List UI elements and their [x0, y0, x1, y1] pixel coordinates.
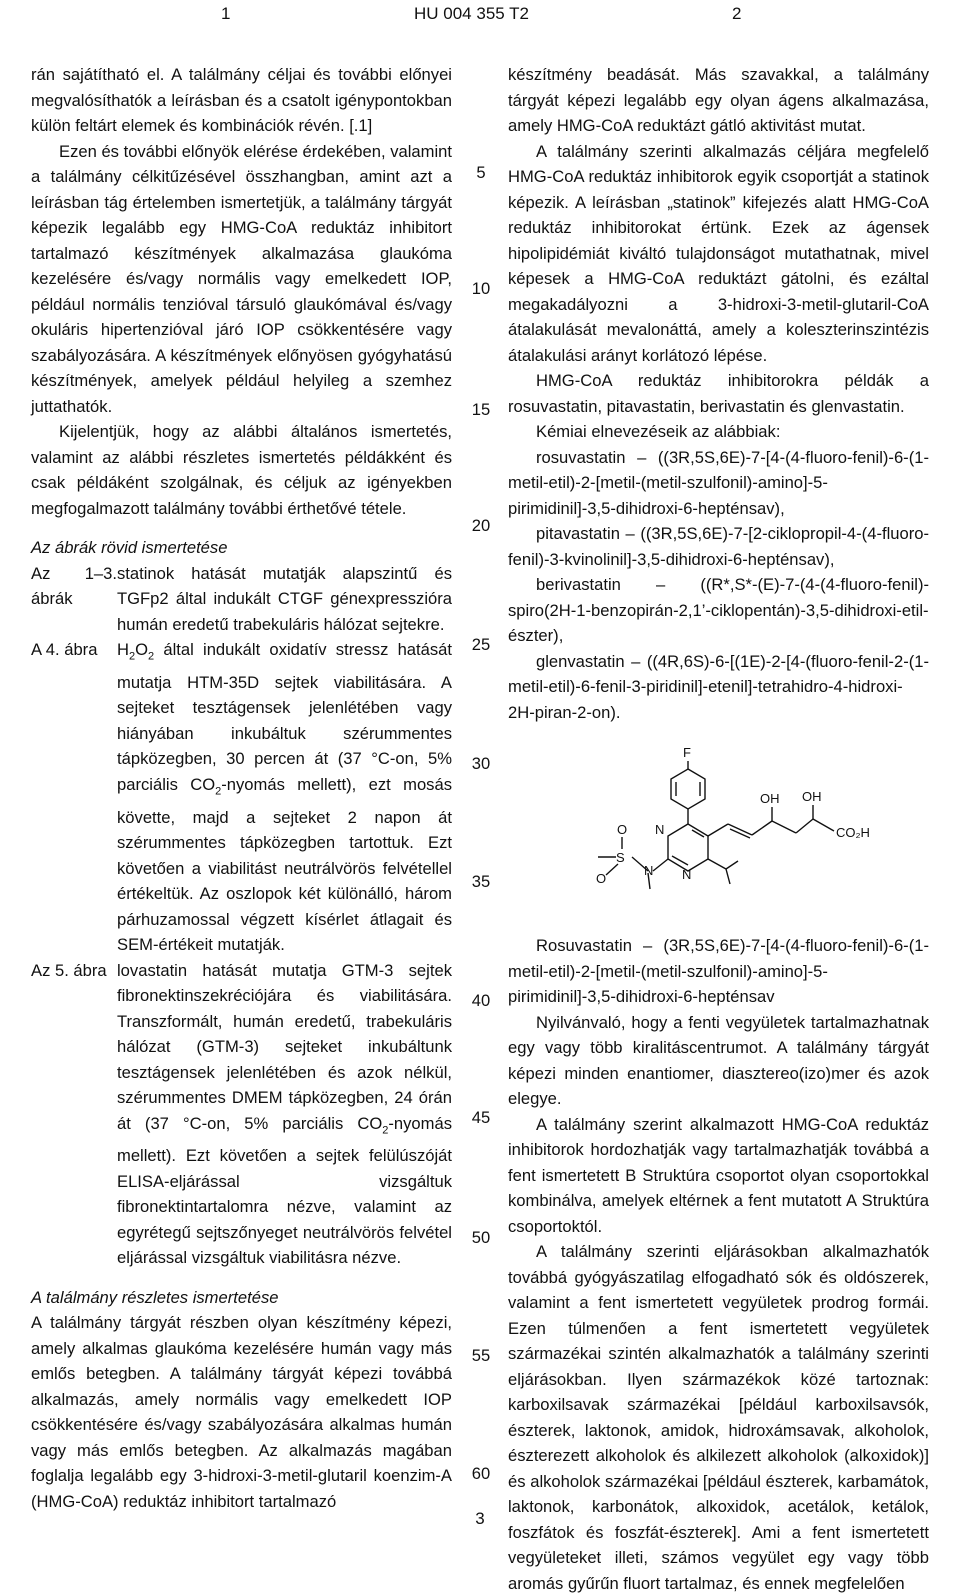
line-number: 55: [471, 1346, 491, 1365]
rosuvastatin-name: rosuvastatin – ((3R,5S,6E)-7-[4-(4-fluoro-fenil)-6-(1-metil-etil)-2-[metil-(metil-szulfonil)-amino]-5-pirimidinil]-3,5-dihidroxi-6-hepténsav),: [508, 447, 929, 518]
line-number: 15: [471, 400, 491, 419]
carboxyl-label: CO₂H: [836, 825, 870, 840]
figure-description-5: [31, 958, 452, 1271]
rosuvastatin-caption: Rosuvastatin – (3R,5S,6E)-7-[4-(4-fluoro-fenil)-6-(1-metil-etil)-2-[metil-(metil-szulfonil)-amino]-5-pirimidinil]-3,5-dihidroxi-6-hepténsav: [508, 936, 929, 1006]
figure-label: Az 5. ábra: [31, 960, 107, 980]
left-paragraph-1: rán sajátítható el. A találmány céljai és további előnyei megvalósíthatók a leírásban és a csatolt igénypontokban külön feltárt elemek és kombinációk révén. [.1]: [31, 65, 452, 135]
berivastatin-name: berivastatin – ((R*,S*-(E)-7-(4-(4-fluoro-fenil)-spiro(2H-1-benzopirán-2,1’-ciklopentán)-3,5-dihidroxi-etil-észter),: [508, 575, 929, 645]
figure-text: lovastatin hatását mutatja GTM-3 sejtek fibronektinszekréciójára és viabilitására. Transzformált, humán eredetű, trabekuláris hálózat (GTM-3) sejteket inkubáltunk tesztágensek jelenlétében és azok nélkül, szérummentes DMEM tápközegben, 24 órán át (37 °C-on, 5% parciális $CO_2$-nyomás mellett). Ezt követően a sejtek felülúszóját ELISA-eljárással vizsgáltuk fibronektintartalomra nézve, valamint az egyrétegű sejtszőnyeget neutrálvörös felvétel eljárással vizsgáltuk viabilitásra nézve.: [117, 960, 452, 1268]
line-number: 30: [471, 754, 491, 773]
glenvastatin-name: glenvastatin – ((4R,6S)-6-[(1E)-2-[4-(fluoro-fenil-2-(1-metil-etil)-6-fenil-3-piridinil]-etenil]-tetrahidro-4-hidroxi-2H-piran-2-on).: [508, 651, 929, 722]
left-column: [31, 62, 452, 1514]
right-column: [508, 62, 929, 1596]
right-paragraph-chirality: Nyilvánvaló, hogy a fenti vegyületek tartalmazhatnak egy vagy több kiralitáscentrumot. A találmány tárgyát képezi minden enantiomer, diasztereo(izo)mer és azok elegye.: [508, 1012, 929, 1108]
left-paragraph-3: Kijelentjük, hogy az alábbi általános ismertetés, valamint az alábbi részletes ismertetés példákként és csak példáként szolgálnak, és céljuk az igényekben megfogalmazott találmány további érthetővé tétele.: [31, 422, 452, 518]
header-right-column-number: 2: [732, 4, 742, 23]
left-paragraph-2: Ezen és további előnyök elérése érdekében, valamint a találmány célkitűzésével összhangban, amint azt a leírásban tág értelemben ismertetjük, a találmány tárgyát képezik legalább egy HMG-CoA reduktáz inhibitort tartalmazó készítmények alkalmazása glaukóma kezelésére és/vagy normális vagy emelkedett IOP, például normális tenzióval társuló glaukómával és/vagy okuláris hipertenzióval járó IOP csökkentésére vagy szabályozására. A készítmények előnyösen gyógyhatású készítmények, amelyek például helyileg a szemhez juttathatók.: [31, 141, 452, 416]
header-patent-number: HU 004 355 T2: [414, 4, 529, 23]
oxygen-label: O: [617, 822, 628, 837]
line-number: 45: [471, 1108, 491, 1127]
line-number: 50: [471, 1228, 491, 1247]
right-paragraph-2: A találmány szerinti alkalmazás céljára megfelelő HMG-CoA reduktáz inhibitorok egyik csoportját a statinok képezik. A leírásban „statinok” kifejezés alatt HMG-CoA reduktáz inhibitorokat értünk. Ezek az ágensek hipolipidémiát kiváltó tulajdonságot mutathatnak, mivel képesek a HMG-CoA reduktázt gátolni, és ezáltal megakadályozni a 3-hidroxi-3-metil-glutaril-CoA átalakulását mevalonáttá, amely a koleszterinszintézis átalakulási arányt korlátozó lépése.: [508, 141, 929, 365]
line-number: 25: [471, 635, 491, 654]
nitrogen-label: N: [655, 822, 665, 837]
hydroxyl-label: OH: [802, 789, 822, 804]
figure-label: A 4. ábra: [31, 640, 98, 659]
right-paragraph-3: HMG-CoA reduktáz inhibitorokra példák a rosuvastatin, pitavastatin, berivastatin és glenvastatin.: [508, 371, 929, 416]
right-paragraph-4: Kémiai elnevezéseik az alábbiak:: [536, 422, 781, 441]
nitrogen-label: N: [644, 863, 654, 878]
figure-text: $H_2O_2$ által indukált oxidatív stressz hatását mutatja HTM-35D sejtek viabilitására. A sejteket tesztágensek jelenlétében vagy hiányában inkubáltuk szérummentes tápközegben, 30 percen át (37 °C-on, 5% parciális $CO_2$-nyomás mellett), ezt mosás követte, majd a sejteket 2 napon át szérummentes tápközegben tartottuk. Ezt követően a viabilitást neutrálvörös felvétellel értékeltük. Az oszlopok két különálló, három párhuzamossal végzett kísérlet átlagait és SEM-értékeit mutatják.: [117, 640, 452, 955]
oxygen-label: O: [596, 871, 607, 886]
left-paragraph-4: A találmány tárgyát részben olyan készítmény képezi, amely alkalmas glaukóma kezelésére humán vagy más emlős betegben. A találmány tárgyát képezi továbbá alkalmazás, amely normális vagy emelkedett IOP csökkentésére és/vagy szabályozására alkalmas humán vagy más emlős betegben. Az alkalmazás magában foglalja legalább egy 3-hidroxi-3-metil-glutaril koenzim-A (HMG-CoA) reduktáz inhibitort tartalmazó: [31, 1313, 452, 1511]
figure-text: statinok hatását mutatják alapszintű és TGFp2 által indukált CTGF génexpresszióra humán eredetű trabekuláris hálózat sejtekre.: [117, 563, 452, 634]
line-number: 5: [476, 163, 486, 182]
nitrogen-label: N: [682, 867, 692, 882]
rosuvastatin-structure: [508, 739, 929, 909]
line-number: 60: [471, 1464, 491, 1483]
line-number: 10: [471, 279, 491, 298]
line-number: 20: [471, 516, 491, 535]
line-number: 40: [471, 991, 491, 1010]
page-number: 3: [475, 1509, 485, 1528]
right-paragraph-derivatives: A találmány szerinti eljárásokban alkalmazhatók továbbá gyógyászatilag elfogadható sók és oldószerek, valamint a fent ismertetett vegyületek prodrog formái. Ezen túlmenően a fent ismertetett vegyületek származékai szintén alkalmazhatók a találmány szerinti eljárásokban. Ilyen származékok közé tartoznak: karboxilsavak származékai [például karboxilsavsók, észterek, laktonok, amidok, hidroxámsavak, alkoholok, észterezett alkoholok és alkilezett alkoholok (alkoxidok)] és alkoholok származékai [például észterek, karbamátok, laktonok, karbonátok, alkoxidok, acetálok, ketálok, foszfátok és foszfát-észterek]. Ami a fent ismertetett vegyületeket illeti, számos vegyület egy vagy több aromás gyűrűn fluort tartalmaz, és ennek megfelelően: [508, 1242, 929, 1593]
figure-label: Az 1–3. ábrák: [31, 563, 117, 608]
right-paragraph-structure-b: A találmány szerint alkalmazott HMG-CoA reduktáz inhibitorok hordozhatják vagy tartalmazhatják továbbá a fent ismertetett B Struktúra csoportot olyan csoportokkal kombinálva, amelyek eltérnek a fent mutatott A Struktúra csoportoktól.: [508, 1114, 929, 1236]
figure-description-1-3: [31, 561, 452, 638]
section-heading-figures: Az ábrák rövid ismertetése: [31, 538, 228, 557]
line-number: 35: [471, 872, 491, 891]
fluorine-label: F: [683, 745, 691, 760]
figure-description-4: [31, 637, 452, 958]
sulfur-label: S: [616, 850, 625, 865]
hydroxyl-label: OH: [760, 791, 780, 806]
right-paragraph-1: készítmény beadását. Más szavakkal, a találmány tárgyát képezi legalább egy olyan ágens alkalmazása, amely HMG-CoA reduktázt gátló aktivitást mutat.: [508, 65, 929, 135]
header-left-column-number: 1: [221, 4, 231, 23]
pitavastatin-name: pitavastatin – ((3R,5S,6E)-7-[2-ciklopropil-4-(4-fluoro-fenil)-3-kvinolinil]-3,5-dihidroxi-6-hepténsav),: [508, 524, 929, 569]
section-heading-detailed: A találmány részletes ismertetése: [31, 1287, 279, 1307]
